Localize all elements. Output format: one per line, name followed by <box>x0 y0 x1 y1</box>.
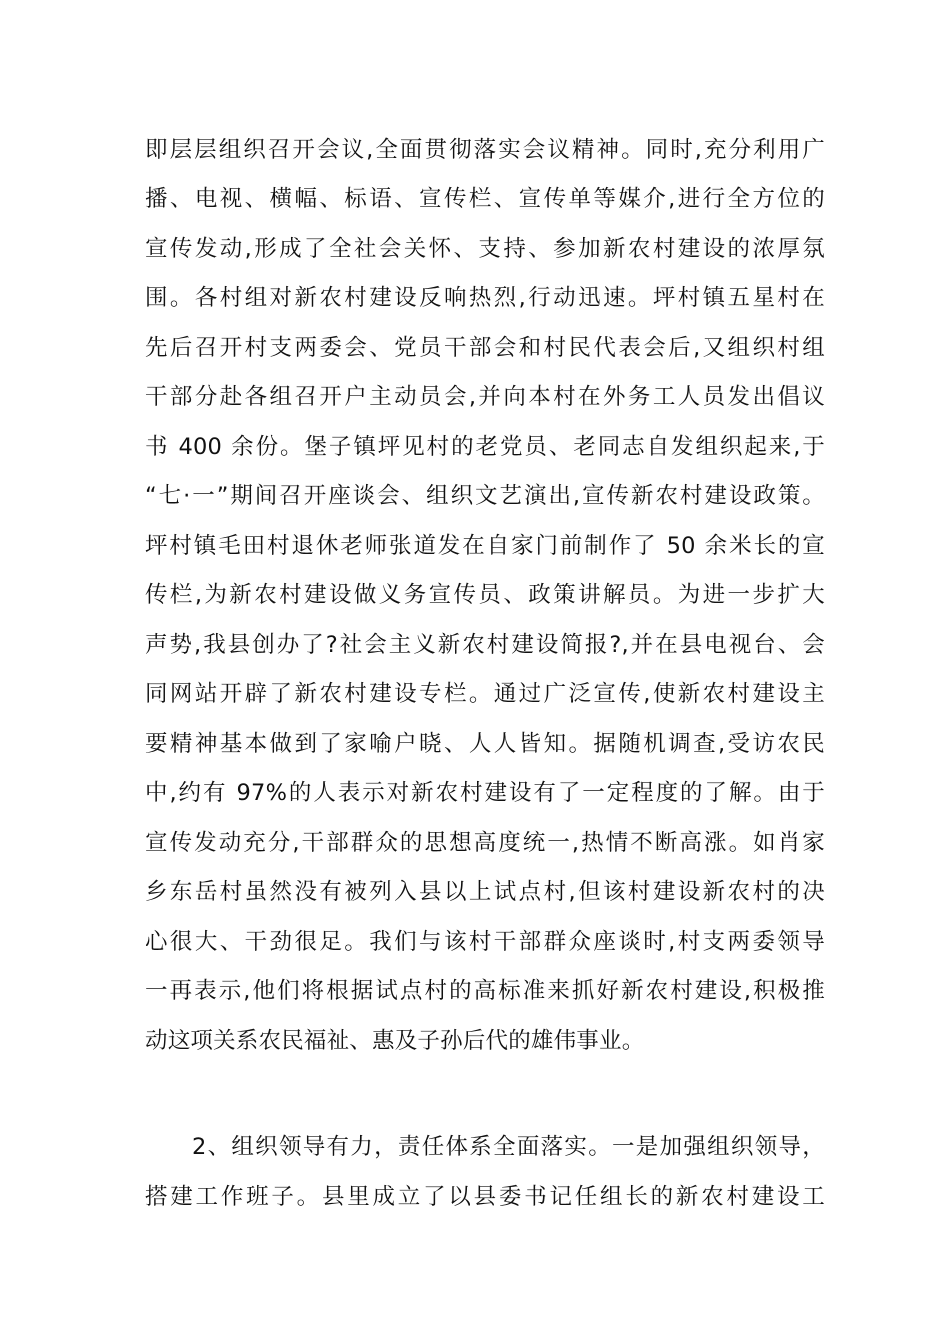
paragraph-line: 要精神基本做到了家喻户晓、人人皆知。据随机调查,受访农民 <box>145 731 825 757</box>
paragraph-line: “七·一”期间召开座谈会、组织文艺演出,宣传新农村建设政策。 <box>145 483 825 509</box>
paragraph-line: 心很大、干劲很足。我们与该村干部群众座谈时,村支两委领导 <box>145 929 825 955</box>
paragraph-line: 2、组织领导有力，责任体系全面落实。一是加强组织领导， <box>192 1134 825 1160</box>
paragraph-line: 宣传发动,形成了全社会关怀、支持、参加新农村建设的浓厚氛 <box>145 236 825 262</box>
paragraph-line: 围。各村组对新农村建设反响热烈,行动迅速。坪村镇五星村在 <box>145 285 825 311</box>
paragraph-line: 书 400 余份。堡子镇坪见村的老党员、老同志自发组织起来,于 <box>145 434 825 460</box>
paragraph-line: 坪村镇毛田村退休老师张道发在自家门前制作了 50 余米长的宣 <box>145 533 825 559</box>
paragraph-line: 中,约有 97%的人表示对新农村建设有了一定程度的了解。由于 <box>145 780 825 806</box>
paragraph-line: 即层层组织召开会议,全面贯彻落实会议精神。同时,充分利用广 <box>145 137 825 163</box>
paragraph-line: 干部分赴各组召开户主动员会,并向本村在外务工人员发出倡议 <box>145 384 825 410</box>
paragraph-line: 播、电视、横幅、标语、宣传栏、宣传单等媒介,进行全方位的 <box>145 186 825 212</box>
paragraph-line: 搭建工作班子。县里成立了以县委书记任组长的新农村建设工 <box>145 1184 825 1210</box>
paragraph-line: 动这项关系农民福祉、惠及子孙后代的雄伟事业。 <box>145 1028 645 1054</box>
paragraph-line: 宣传发动充分,干部群众的思想高度统一,热情不断高涨。如肖家 <box>145 830 825 856</box>
paragraph-line: 声势,我县创办了?社会主义新农村建设简报?,并在县电视台、会 <box>145 632 825 658</box>
paragraph-line: 传栏,为新农村建设做义务宣传员、政策讲解员。为进一步扩大 <box>145 582 825 608</box>
paragraph-line: 同网站开辟了新农村建设专栏。通过广泛宣传,使新农村建设主 <box>145 681 825 707</box>
paragraph-line: 先后召开村支两委会、党员干部会和村民代表会后,又组织村组 <box>145 335 825 361</box>
paragraph-line: 一再表示,他们将根据试点村的高标准来抓好新农村建设,积极推 <box>145 978 825 1004</box>
paragraph-line: 乡东岳村虽然没有被列入县以上试点村,但该村建设新农村的决 <box>145 879 825 905</box>
